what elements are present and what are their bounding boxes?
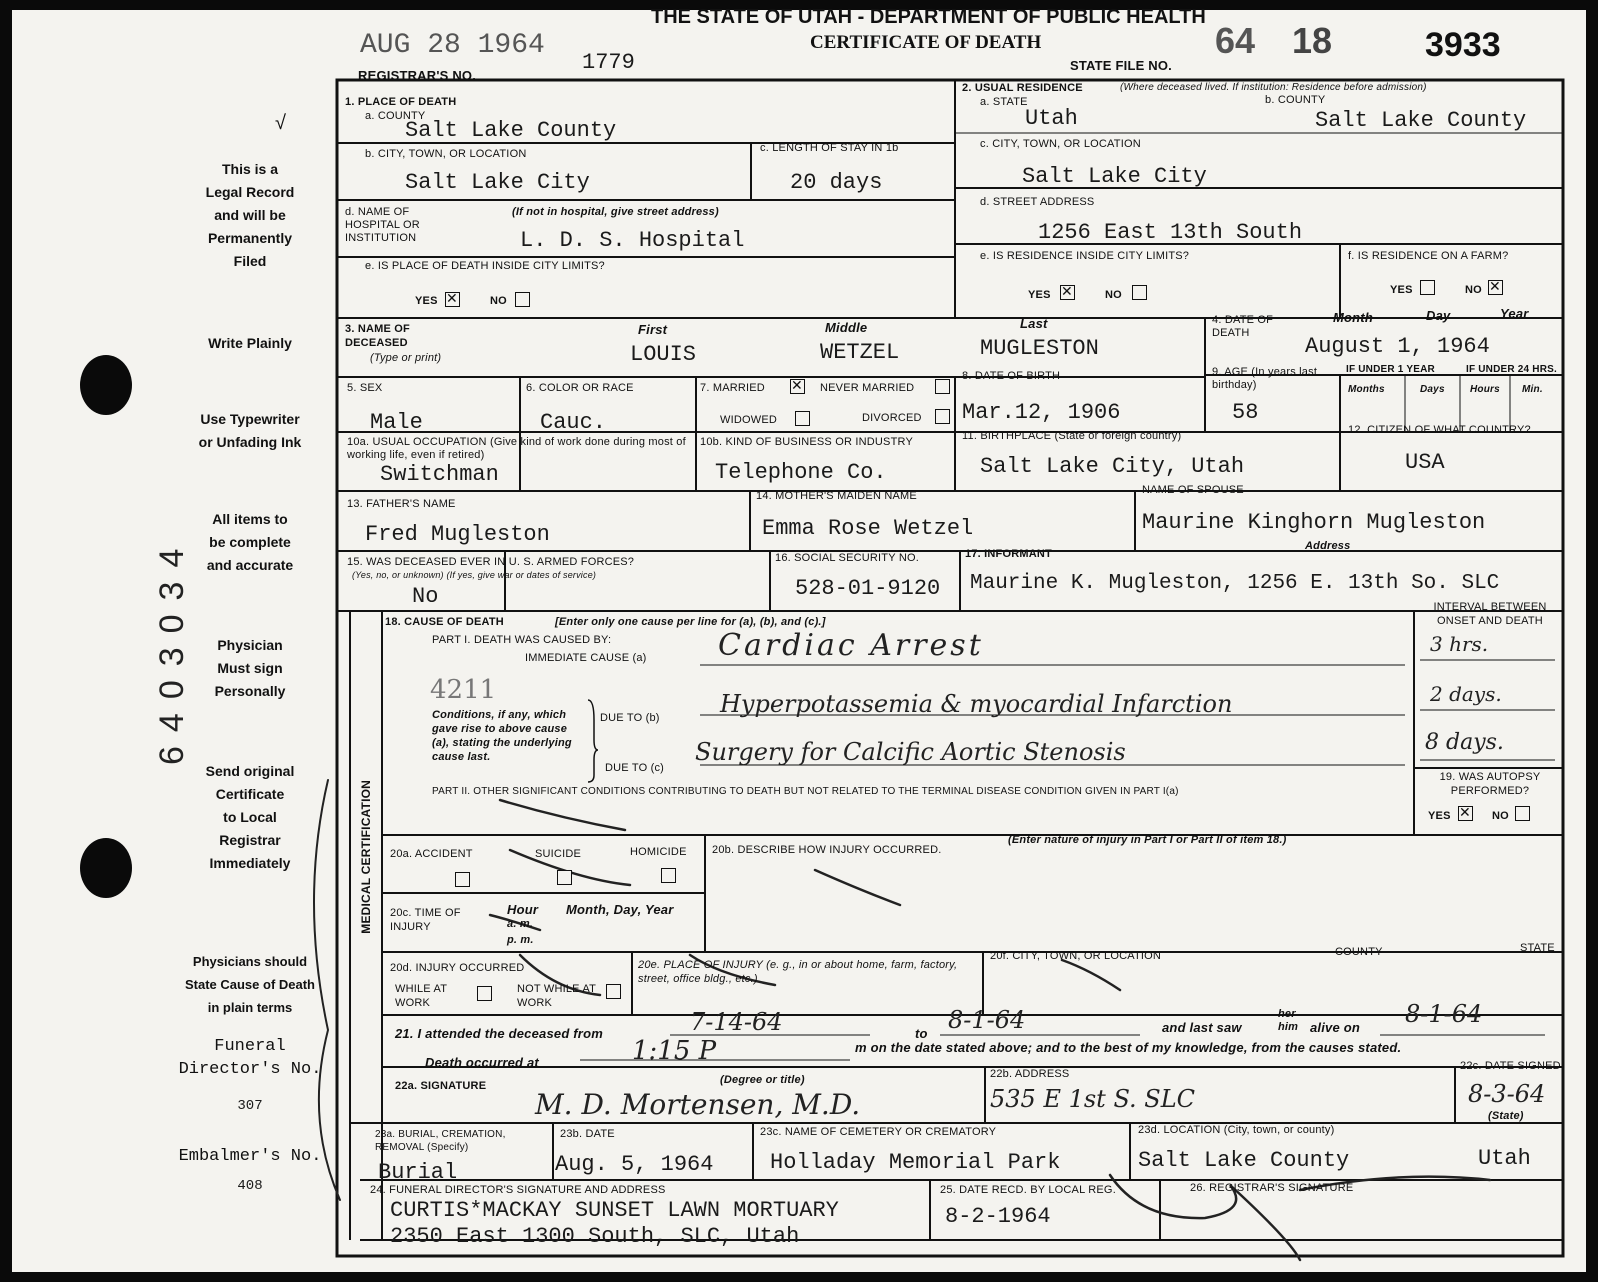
farm-yes-checkbox[interactable] bbox=[1420, 280, 1435, 295]
citizen-label: 12. CITIZEN OF WHAT COUNTRY? bbox=[1348, 424, 1531, 436]
to-label: to bbox=[915, 1026, 928, 1041]
received-date-stamp: AUG 28 1964 bbox=[360, 30, 545, 61]
part2-label: PART II. OTHER SIGNIFICANT CONDITIONS CONTRIBUTING TO DEATH BUT NOT RELATED TO THE TERMINAL DISEASE CONDITION GIVEN IN PART I(a) bbox=[432, 786, 1179, 797]
deceased-name-label: 3. NAME OF DECEASED bbox=[345, 323, 410, 349]
registrar-signature-label: 26. REGISTRAR'S SIGNATURE bbox=[1190, 1182, 1354, 1194]
while-at-work-checkbox[interactable] bbox=[477, 986, 492, 1001]
widowed-label: WIDOWED bbox=[720, 414, 778, 426]
married-checkbox[interactable] bbox=[790, 379, 805, 394]
physician-signature: M. D. Mortensen, M.D. bbox=[535, 1088, 861, 1121]
death-city: Salt Lake City bbox=[405, 170, 590, 195]
injury-state-label: STATE bbox=[1520, 942, 1555, 954]
age-label: 9. AGE (In years last birthday) bbox=[1212, 366, 1318, 391]
registrars-no: 1779 bbox=[582, 50, 635, 75]
residence-yes-label: YES bbox=[1028, 289, 1051, 301]
length-of-stay-label: c. LENGTH OF STAY IN 1b bbox=[760, 142, 899, 154]
residence-county: Salt Lake County bbox=[1315, 108, 1527, 133]
residence-inside-label: e. IS RESIDENCE INSIDE CITY LIMITS? bbox=[980, 250, 1190, 262]
burial-state-label: (State) bbox=[1488, 1110, 1524, 1122]
embalmer-label: Embalmer's No. bbox=[178, 1147, 322, 1166]
autopsy-yes-label: YES bbox=[1428, 810, 1451, 822]
state-title: THE STATE OF UTAH - DEPARTMENT OF PUBLIC HEALTH bbox=[651, 6, 1206, 28]
cause-c: Surgery for Calcific Aortic Stenosis bbox=[695, 738, 1126, 766]
month-label: Month bbox=[1333, 310, 1373, 325]
usual-residence-label: 2. USUAL RESIDENCE bbox=[962, 82, 1083, 94]
business: Telephone Co. bbox=[715, 460, 887, 485]
state-file-part-a: 64 bbox=[1215, 20, 1256, 61]
mother-label: 14. MOTHER'S MAIDEN NAME bbox=[756, 490, 917, 502]
attended-to: 8-1-64 bbox=[948, 1006, 1026, 1034]
burial-location: Salt Lake County bbox=[1138, 1148, 1350, 1173]
describe-injury-note: (Enter nature of injury in Part I or Part II of item 18.) bbox=[1008, 834, 1287, 846]
middle-name: WETZEL bbox=[820, 340, 900, 365]
armed-forces-note: (Yes, no, or unknown) (If yes, give war or dates of service) bbox=[352, 570, 597, 580]
burial: Burial bbox=[378, 1160, 458, 1185]
residence-county-label: b. COUNTY bbox=[1265, 94, 1326, 106]
am-label: a. m. bbox=[507, 918, 534, 930]
burial-date-label: 23b. DATE bbox=[560, 1128, 615, 1140]
date-of-death-label: 4. DATE OF DEATH bbox=[1212, 314, 1274, 339]
signature-label: 22a. SIGNATURE bbox=[395, 1080, 487, 1092]
interval-c: 8 days. bbox=[1425, 730, 1504, 755]
dob-label: 8. DATE OF BIRTH bbox=[962, 370, 1061, 382]
city-label: b. CITY, TOWN, OR LOCATION bbox=[365, 148, 527, 160]
autopsy-yes-checkbox[interactable] bbox=[1458, 806, 1473, 821]
autopsy-no-checkbox[interactable] bbox=[1515, 806, 1530, 821]
medical-certification-label: MEDICAL CERTIFICATION bbox=[359, 780, 373, 934]
suicide-checkbox[interactable] bbox=[557, 870, 572, 885]
under-24-hrs-label: IF UNDER 24 HRS. bbox=[1466, 364, 1557, 375]
due-to-c-label: DUE TO (c) bbox=[605, 762, 665, 774]
social-security-no: 528-01-9120 bbox=[795, 576, 941, 601]
burial-date: Aug. 5, 1964 bbox=[555, 1152, 714, 1177]
describe-injury-label: 20b. DESCRIBE HOW INJURY OCCURRED. bbox=[712, 844, 942, 856]
mother-maiden-name: Emma Rose Wetzel bbox=[762, 516, 974, 541]
cause-note: [Enter only one cause per line for (a), (b), and (c).] bbox=[555, 616, 826, 628]
divorced-checkbox[interactable] bbox=[935, 409, 950, 424]
write-plainly-note: Write Plainly bbox=[208, 335, 292, 351]
business-label: 10b. KIND OF BUSINESS OR INDUSTRY bbox=[700, 436, 914, 448]
no-label: NO bbox=[490, 295, 507, 307]
legal-record-note: This is a Legal Record and will be Permanently Filed bbox=[205, 161, 295, 269]
check-mark: √ bbox=[275, 112, 286, 134]
residence-no-label: NO bbox=[1105, 289, 1122, 301]
residence-inside-yes-checkbox[interactable] bbox=[1060, 285, 1075, 300]
interval-a: 3 hrs. bbox=[1430, 632, 1489, 656]
address-label: Address bbox=[1305, 540, 1351, 552]
cemetery: Holladay Memorial Park bbox=[770, 1150, 1061, 1175]
ssn-label: 16. SOCIAL SECURITY NO. bbox=[775, 552, 919, 564]
sex-label: 5. SEX bbox=[347, 382, 383, 394]
hospital-label: d. NAME OF HOSPITAL OR INSTITUTION bbox=[345, 206, 420, 244]
date-signed-label: 22c. DATE SIGNED bbox=[1460, 1060, 1561, 1072]
birthplace: Salt Lake City, Utah bbox=[980, 454, 1245, 479]
burial-location-label: 23d. LOCATION (City, town, or county) bbox=[1138, 1124, 1335, 1136]
citizen: USA bbox=[1405, 450, 1445, 475]
her-him-label: her him bbox=[1278, 1008, 1299, 1033]
occupation-label: 10a. USUAL OCCUPATION (Give kind of work done during most of working life, even if retired) bbox=[347, 436, 686, 461]
father-name: Fred Mugleston bbox=[365, 522, 550, 547]
death-occurred-tail: m on the date stated above; and to the best of my knowledge, from the causes stated. bbox=[855, 1040, 1402, 1055]
suicide-label: SUICIDE bbox=[535, 848, 582, 860]
yes-label: YES bbox=[415, 295, 438, 307]
typewriter-note: Use Typewriter or Unfading Ink bbox=[198, 411, 302, 450]
age: 58 bbox=[1232, 400, 1259, 425]
farm-yes-label: YES bbox=[1390, 284, 1413, 296]
months-label: Months bbox=[1348, 384, 1385, 395]
physician-address-label: 22b. ADDRESS bbox=[990, 1068, 1070, 1080]
birthplace-label: 11. BIRTHPLACE (State or foreign country) bbox=[962, 430, 1182, 442]
farm-no-label: NO bbox=[1465, 284, 1482, 296]
injury-city-label: 20f. CITY, TOWN, OR LOCATION bbox=[990, 950, 1162, 962]
widowed-checkbox[interactable] bbox=[795, 411, 810, 426]
married-label: 7. MARRIED bbox=[700, 382, 765, 394]
while-at-work-label: WHILE AT WORK bbox=[395, 983, 447, 1009]
pm-label: p. m. bbox=[507, 934, 534, 946]
all-items-note: All items to be complete and accurate bbox=[206, 511, 294, 573]
never-married-checkbox[interactable] bbox=[935, 379, 950, 394]
day-label: Day bbox=[1426, 308, 1451, 323]
spouse-label: NAME OF SPOUSE bbox=[1142, 484, 1244, 496]
injury-occurred-label: 20d. INJURY OCCURRED bbox=[390, 962, 525, 974]
immediate-cause-label: IMMEDIATE CAUSE (a) bbox=[525, 652, 647, 664]
days-label: Days bbox=[1420, 384, 1445, 395]
attended-label: 21. I attended the deceased from bbox=[395, 1026, 603, 1041]
autopsy-label: 19. WAS AUTOPSY PERFORMED? bbox=[1439, 771, 1541, 797]
state-file-label: STATE FILE NO. bbox=[1070, 58, 1172, 73]
registrars-no-label: REGISTRAR'S NO. bbox=[358, 68, 477, 83]
state-file-part-b: 18 bbox=[1292, 20, 1333, 61]
middle-label: Middle bbox=[825, 320, 868, 335]
date-signed: 8-3-64 bbox=[1468, 1080, 1546, 1108]
residence-inside-no-checkbox[interactable] bbox=[1132, 285, 1147, 300]
funeral-director-no: 307 bbox=[237, 1098, 263, 1114]
not-while-at-work-label: NOT WHILE AT WORK bbox=[517, 983, 596, 1009]
street-address-label: d. STREET ADDRESS bbox=[980, 196, 1095, 208]
length-of-stay: 20 days bbox=[790, 170, 883, 195]
last-saw-date: 8-1-64 bbox=[1405, 1000, 1483, 1028]
cause-b: Hyperpotassemia & myocardial Infarction bbox=[720, 690, 1233, 718]
last-name: MUGLESTON bbox=[980, 336, 1099, 361]
month-day-year-label: Month, Day, Year bbox=[566, 902, 674, 917]
first-name: LOUIS bbox=[630, 342, 697, 367]
occupation: Switchman bbox=[380, 462, 499, 487]
attended-from: 7-14-64 bbox=[690, 1008, 783, 1036]
funeral-director-line1: CURTIS*MACKAY SUNSET LAWN MORTUARY bbox=[390, 1198, 839, 1223]
county-label: a. COUNTY bbox=[365, 110, 426, 122]
autopsy-no-label: NO bbox=[1492, 810, 1509, 822]
hours-label: Hours bbox=[1470, 384, 1500, 395]
inside-city-yes-checkbox[interactable] bbox=[445, 292, 460, 307]
embalmer-no: 408 bbox=[237, 1178, 263, 1194]
farm-no-checkbox[interactable] bbox=[1488, 280, 1503, 295]
accident-label: 20a. ACCIDENT bbox=[390, 848, 473, 860]
hour-label: Hour bbox=[507, 902, 539, 917]
funeral-director-line2: 2350 East 1300 South, SLC, Utah bbox=[390, 1224, 800, 1249]
spouse-name: Maurine Kinghorn Mugleston bbox=[1142, 510, 1486, 535]
funeral-director-signature-label: 24. FUNERAL DIRECTOR'S SIGNATURE AND ADDRESS bbox=[370, 1184, 666, 1196]
degree-label: (Degree or title) bbox=[720, 1074, 805, 1086]
divorced-label: DIVORCED bbox=[862, 412, 922, 424]
due-to-b-label: DUE TO (b) bbox=[600, 712, 660, 724]
min-label: Min. bbox=[1522, 384, 1543, 395]
street-address: 1256 East 13th South bbox=[1038, 220, 1303, 245]
never-married-label: NEVER MARRIED bbox=[820, 382, 915, 394]
hospital-name: L. D. S. Hospital bbox=[520, 228, 745, 253]
farm-label: f. IS RESIDENCE ON A FARM? bbox=[1348, 250, 1509, 262]
physician-address: 535 E 1st S. SLC bbox=[990, 1085, 1196, 1113]
death-occurred-label: Death occurred at bbox=[425, 1055, 539, 1070]
cause-of-death-label: 18. CAUSE OF DEATH bbox=[385, 616, 504, 628]
under-1-year-label: IF UNDER 1 YEAR bbox=[1346, 364, 1435, 375]
state-file-part-c: 3933 bbox=[1425, 26, 1501, 64]
usual-residence-note: (Where deceased lived. If institution: Residence before admission) bbox=[1120, 82, 1427, 93]
certificate-title: CERTIFICATE OF DEATH bbox=[810, 32, 1042, 53]
cemetery-label: 23c. NAME OF CEMETERY OR CREMATORY bbox=[760, 1126, 997, 1138]
inside-city-label: e. IS PLACE OF DEATH INSIDE CITY LIMITS? bbox=[365, 260, 605, 272]
funeral-director-label: Funeral Director's No. bbox=[178, 1037, 322, 1079]
burial-state: Utah bbox=[1478, 1146, 1531, 1171]
date-of-death: August 1, 1964 bbox=[1305, 334, 1490, 359]
burial-label: 23a. BURIAL, CREMATION, REMOVAL (Specify) bbox=[375, 1129, 506, 1153]
interval-b: 2 days. bbox=[1430, 682, 1502, 706]
informant-label: 17. INFORMANT bbox=[965, 548, 1052, 560]
deceased-name-note: (Type or print) bbox=[370, 352, 442, 364]
sex: Male bbox=[370, 410, 423, 435]
homicide-label: HOMICIDE bbox=[630, 846, 687, 858]
accident-checkbox[interactable] bbox=[455, 872, 470, 887]
date-of-birth: Mar.12, 1906 bbox=[962, 400, 1121, 425]
conditions-note: Conditions, if any, which gave rise to above cause (a), stating the underlying cause last. bbox=[432, 709, 572, 763]
last-label: Last bbox=[1020, 316, 1048, 331]
classification-code: 4211 bbox=[430, 675, 497, 705]
informant: Maurine K. Mugleston, 1256 E. 13th So. SLC bbox=[970, 572, 1500, 595]
father-label: 13. FATHER'S NAME bbox=[347, 498, 456, 510]
death-time: 1:15 P bbox=[632, 1036, 717, 1066]
place-of-injury-label: 20e. PLACE OF INJURY (e. g., in or about home, farm, factory, street, office bldg., etc.) bbox=[638, 959, 958, 985]
time-of-injury-label: 20c. TIME OF INJURY bbox=[390, 907, 461, 933]
date-recd: 8-2-1964 bbox=[945, 1204, 1051, 1229]
injury-county-label: COUNTY bbox=[1335, 946, 1383, 958]
alive-on-label: alive on bbox=[1310, 1020, 1361, 1035]
last-saw-label: and last saw bbox=[1162, 1020, 1242, 1035]
armed-forces: No bbox=[412, 584, 439, 609]
send-original-note: Send original Certificate to Local Registrar Immediately bbox=[205, 763, 295, 871]
year-label: Year bbox=[1500, 306, 1529, 321]
physicians-cause-note: Physicians should State Cause of Death in plain terms bbox=[184, 954, 316, 1015]
residence-city: Salt Lake City bbox=[1022, 164, 1207, 189]
interval-label: INTERVAL BETWEEN ONSET AND DEATH bbox=[1433, 601, 1547, 627]
first-label: First bbox=[638, 322, 668, 337]
immediate-cause: Cardiac Arrest bbox=[718, 628, 984, 663]
physician-note: Physician Must sign Personally bbox=[214, 637, 286, 699]
not-while-at-work-checkbox[interactable] bbox=[606, 984, 621, 999]
vertical-serial-number: 6403034 bbox=[153, 534, 191, 766]
armed-forces-label: 15. WAS DECEASED EVER IN U. S. ARMED FORCES? bbox=[347, 556, 635, 568]
date-recd-label: 25. DATE RECD. BY LOCAL REG. bbox=[940, 1184, 1116, 1196]
hospital-note: (If not in hospital, give street address) bbox=[512, 206, 719, 218]
residence-state: Utah bbox=[1025, 106, 1078, 131]
race-label: 6. COLOR OR RACE bbox=[526, 382, 634, 394]
place-of-death-label: 1. PLACE OF DEATH bbox=[345, 96, 457, 108]
state-label: a. STATE bbox=[980, 96, 1028, 108]
residence-city-label: c. CITY, TOWN, OR LOCATION bbox=[980, 138, 1141, 150]
death-county: Salt Lake County bbox=[405, 118, 617, 143]
race: Cauc. bbox=[540, 410, 607, 435]
homicide-checkbox[interactable] bbox=[661, 868, 676, 883]
inside-city-no-checkbox[interactable] bbox=[515, 292, 530, 307]
part1-label: PART I. DEATH WAS CAUSED BY: bbox=[432, 634, 612, 646]
